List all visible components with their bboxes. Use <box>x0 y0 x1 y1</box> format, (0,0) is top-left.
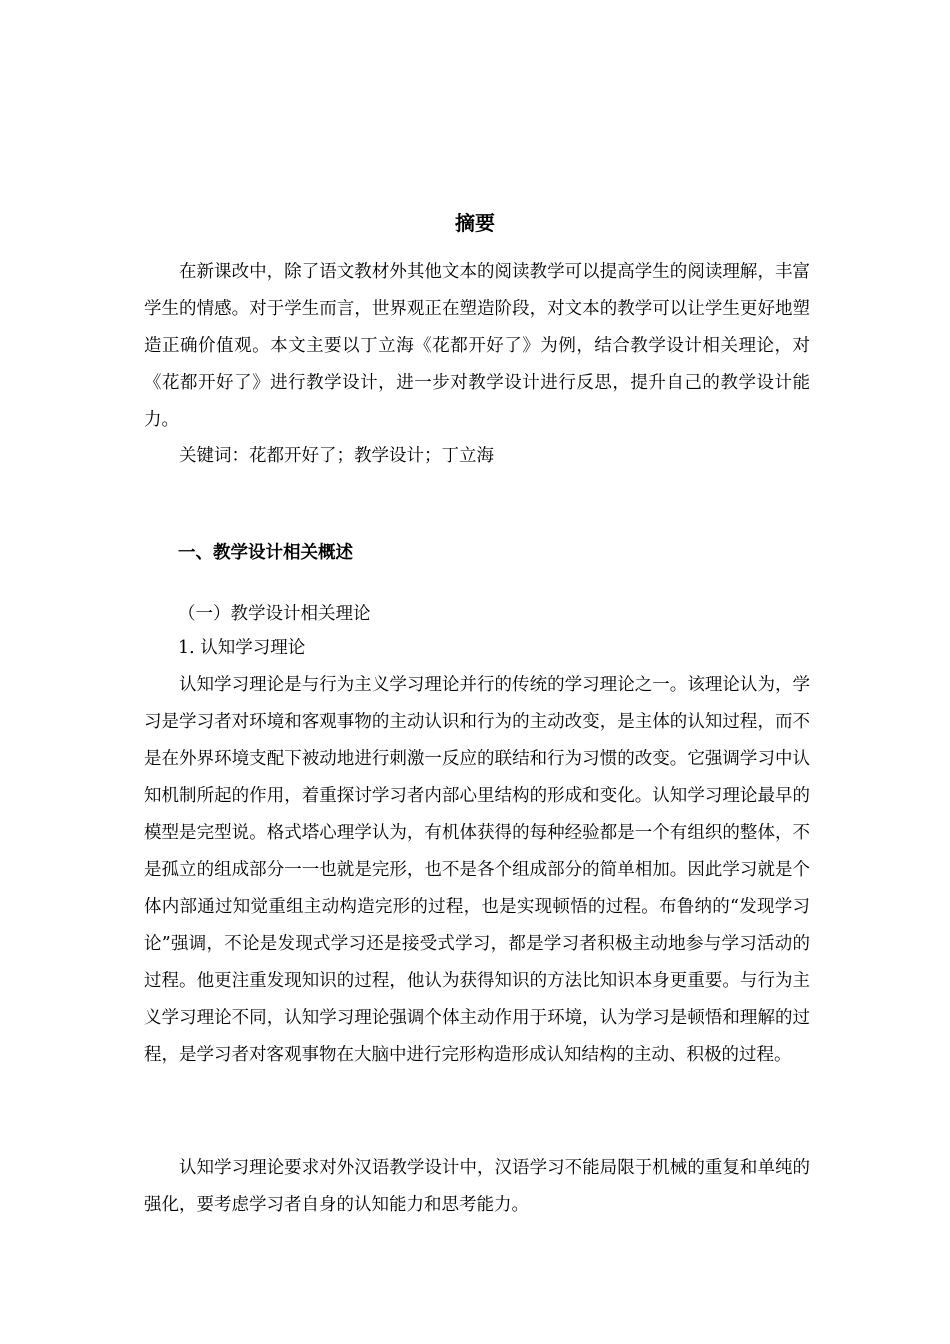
abstract-title: 摘要 <box>455 211 495 235</box>
subsubsection-heading: 1. 认知学习理论 <box>178 638 306 658</box>
section-heading: 一、教学设计相关概述 <box>178 543 353 563</box>
subsection-heading: （一）教学设计相关理论 <box>178 604 371 624</box>
body-paragraph: 认知学习理论是与行为主义学习理论并行的传统的学习理论之一。该理论认为，学习是学习者对环境和客观事物的主动认识和行为的主动改变，是主体的认知过程，而不是在外界环境支配下被动地进行刺激一反应的联结和行为习惯的改变。它强调学习中认知机制所起的作用，着重探讨学习者内部心里结构的形成和变化。认知学习理论最早的模型是完型说。格式塔心理学认为，有机体获得的每种经验都是一个有组织的整体，不是孤立的组成部分一一也就是完形，也不是各个组成部分的简单相加。因此学习就是个体内部通过知觉重组主动构造完形的过程，也是实现顿悟的过程。布鲁纳的“发现学习论”强调，不论是发现式学习还是接受式学习，都是学习者积极主动地参与学习活动的过程。他更注重发现知识的过程，他认为获得知识的方法比知识本身更重要。与行为主义学习理论不同，认知学习理论强调个体主动作用于环境，认为学习是顿悟和理解的过程，是学习者对客观事物在大脑中进行完形构造形成认知结构的主动、积极的过程。 <box>144 675 810 1065</box>
abstract-body: 在新课改中，除了语文教材外其他文本的阅读教学可以提高学生的阅读理解，丰富学生的情感。对于学生而言，世界观正在塑造阶段，对文本的教学可以让学生更好地塑造正确价值观。本文主要以丁立海《花都开好了》为例，结合教学设计相关理论，对《花都开好了》进行教学设计，进一步对教学设计进行反思，提升自己的教学设计能力。 <box>144 262 810 430</box>
body-paragraph: 认知学习理论要求对外汉语教学设计中，汉语学习不能局限于机械的重复和单纯的强化，要考虑学习者自身的认知能力和思考能力。 <box>144 1158 810 1215</box>
keywords-line: 关键词：花都开好了；教学设计；丁立海 <box>179 446 494 466</box>
